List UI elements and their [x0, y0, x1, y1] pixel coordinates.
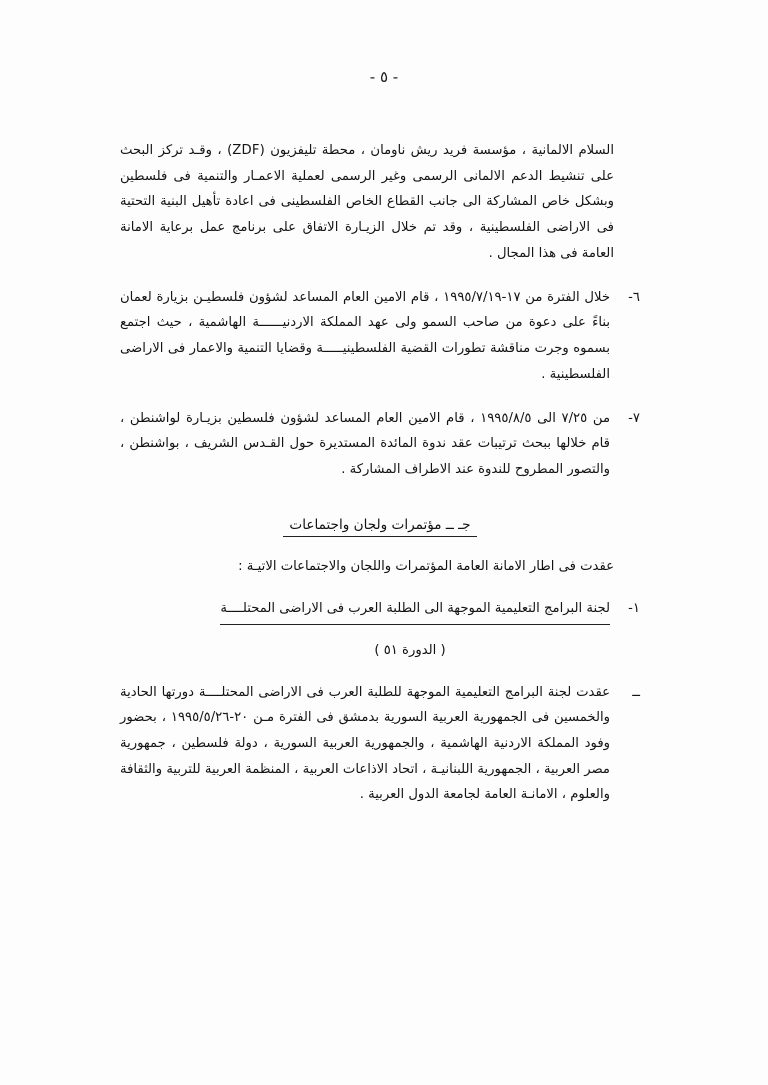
section-intro: عقدت فى اطار الامانة العامة المؤتمرات واللجان والاجتماعات الاتيـة :: [238, 558, 614, 574]
list-item-1: [120, 596, 640, 625]
paragraph-marker: ٦-: [628, 289, 640, 305]
list-item-title-wrap: [120, 596, 614, 625]
section-heading-text: جـ ــ مؤتمرات ولجان واجتماعات: [283, 517, 476, 537]
paragraph-6: [120, 285, 640, 388]
section-heading: [120, 517, 640, 537]
paragraph-zdf: [120, 138, 640, 267]
detail-text: عقدت لجنة البرامج التعليمية الموجهة للطلبة العرب فى الاراضى المحتلــــة دورتها الحادية والخمسين فى الجمهورية العربية السورية بدمشق فى الفترة مـن ٢٠-١٩٩٥/٥/٢٦ ، بحضور وفود المملكة الاردنية الهاشمية ، والجمهورية العربية السورية ، دولة فلسطين ، جمهورية مصر العربية ، الجمهورية اللبنانيـة ، اتحاد الاذاعات العربية ، المنظمة العربية للتربية والثقافة والعلوم ، الامانـة العامة لجامعة الدول العربية .: [120, 684, 610, 803]
paragraph-marker: ٧-: [628, 410, 640, 426]
paragraph-text: السلام الالمانية ، مؤسسة فريد ريش ناومان ، محطة تليفزيون (ZDF) ، وقـد تركز البحث على تنشيط الدعم الالمانى الرسمى وغير الرسمى لعملية الاعمـار والتنمية فى فلسطين وبشكل خاص المشاركة الى جانب القطاع الخاص الفلسطينى فى اعادة تأهيل البنية التحتية فى الاراضى الفلسطينية ، وقد تم خلال الزيـارة الاتفاق على برنامج عمل برعاية الامانة العامة فى هذا المجال .: [120, 143, 614, 261]
paragraph-marker: [614, 138, 640, 267]
paragraph-text: خلال الفترة من ١٧-١٩٩٥/٧/١٩ ، قام الامين العام المساعد لشؤون فلسطيـن بزيارة لعمان بناءً على دعوة من صاحب السمو ولى عهد المملكة الاردنيــــــة الهاشمية ، حيث اجتمع بسموه وجرت مناقشة تطورات القضية الفلسطينيـــــة وقضايا التنمية والاعمار فى الاراضى الفلسطينية .: [120, 289, 610, 382]
list-item-session: ( الدورة ٥١ ): [374, 642, 446, 658]
page-number: - ٥ -: [369, 68, 399, 86]
page-bottom-margin: [120, 826, 640, 946]
detail-marker: ــ: [632, 684, 640, 700]
list-item-marker: ١-: [628, 600, 640, 616]
list-item-title: لجنة البرامج التعليمية الموجهة الى الطلبة العرب فى الاراضى المحتلــــة: [220, 596, 610, 625]
paragraph-7: [120, 406, 640, 483]
list-item-1-detail: [120, 680, 640, 809]
document-body: [120, 138, 640, 946]
paragraph-text: من ٧/٢٥ الى ١٩٩٥/٨/٥ ، قام الامين العام المساعد لشؤون فلسطين بزيـارة لواشنطن ، قام خلالها ببحث ترتيبات عقد ندوة المائدة المستديرة حول القـدس الشريف ، بواشنطن ، والتصور المطروح للندوة عند الاطراف المشاركة .: [120, 410, 611, 478]
